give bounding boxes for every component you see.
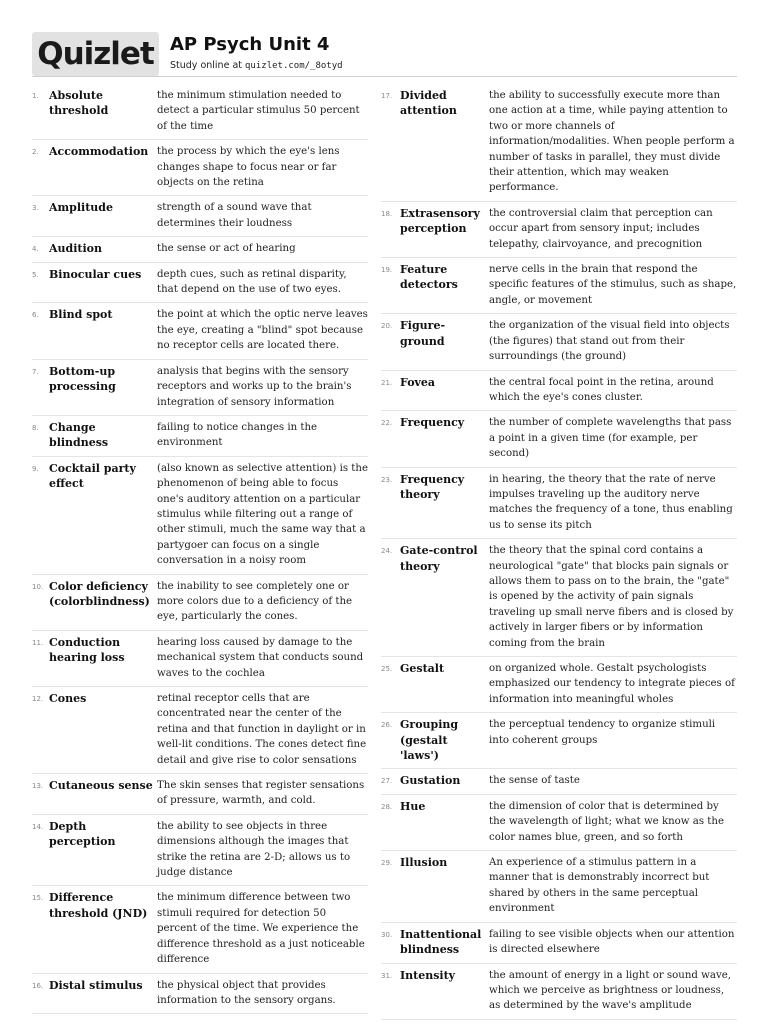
term-number: 25. <box>381 665 393 673</box>
term-word: Grouping (gestalt 'laws') <box>400 718 459 763</box>
term-word: Cutaneous sense <box>49 779 153 793</box>
term-row <box>32 263 368 304</box>
term-row <box>381 202 737 258</box>
term-definition: hearing loss caused by damage to the mechanical system that conducts sound waves to the cochlea <box>157 636 364 679</box>
term-number: 3. <box>32 204 39 213</box>
term-row <box>32 360 368 416</box>
term-definition: on organized whole. Gestalt psychologists emphasized our tendency to integrate pieces of information into meaningful wholes <box>489 663 735 705</box>
right-term-column <box>381 84 737 1020</box>
quizlet-logo[interactable]: Quizlet <box>32 32 159 76</box>
term-definition: the ability to see objects in three dimensions although the images that strike the retina are 2-D; allows us to judge distance <box>157 820 351 879</box>
term-definition: in hearing, the theory that the rate of nerve impulses traveling up the auditory nerve matches the frequency of a tone, thus enabling us to sense its pitch <box>489 473 733 531</box>
term-word: Intensity <box>400 968 456 982</box>
term-number: 24. <box>381 547 393 556</box>
term-number: 14. <box>32 822 44 831</box>
term-number: 11. <box>32 638 44 647</box>
term-word: Binocular cues <box>49 267 142 281</box>
term-word: Figure-ground <box>400 319 446 348</box>
term-row <box>32 815 368 887</box>
term-number: 4. <box>32 245 39 254</box>
term-number: 8. <box>32 423 39 432</box>
term-row <box>32 687 368 774</box>
term-row <box>381 923 737 964</box>
term-definition: the process by which the eye's lens changes shape to focus near or far objects on the retina <box>157 146 340 189</box>
term-number: 23. <box>381 475 393 484</box>
term-row <box>32 140 368 196</box>
term-definition: the inability to see completely one or more colors due to a deficiency of the eye, particularly the cones. <box>157 580 353 623</box>
term-definition: (also known as selective attention) is the phenomenon of being able to focus one's auditory attention on a particular stimulus while filtering out a range of other stimuli, much the same way that a partygoer can focus on a single conversation in a noisy room <box>157 462 368 567</box>
term-definition: the physical object that provides information to the sensory organs. <box>157 979 336 1006</box>
term-word: Fovea <box>400 375 436 389</box>
study-url-link[interactable]: quizlet.com/_8otyd <box>245 61 343 71</box>
term-definition: An experience of a stimulus pattern in a manner that is demonstrably incorrect but shared by others in the same perceptual environment <box>489 857 710 915</box>
term-definition: the sense of taste <box>489 775 580 787</box>
term-definition: failing to notice changes in the environment <box>157 421 318 449</box>
term-definition: the sense or act of hearing <box>157 243 296 255</box>
term-row <box>32 886 368 973</box>
term-number: 30. <box>381 930 393 939</box>
term-definition: failing to see visible objects when our attention is directed elsewhere <box>489 928 735 956</box>
term-word: Divided attention <box>400 89 457 118</box>
term-row <box>32 774 368 815</box>
term-number: 19. <box>381 266 393 275</box>
term-number: 16. <box>32 981 44 990</box>
term-number: 6. <box>32 311 39 320</box>
term-definition: the point at which the optic nerve leaves the eye, creating a "blind" spot because no receptor cells are located there. <box>157 309 368 352</box>
term-word: Hue <box>400 799 426 813</box>
term-definition: the organization of the visual field into objects (the figures) that stand out from their surroundings (the ground) <box>489 320 730 363</box>
term-row <box>32 457 368 575</box>
term-word: Extrasensory perception <box>400 206 480 236</box>
term-row <box>381 258 737 314</box>
term-word: Inattentional blindness <box>400 927 482 957</box>
term-number: 29. <box>381 859 393 868</box>
term-number: 1. <box>32 92 39 100</box>
term-number: 12. <box>32 695 44 703</box>
term-word: Frequency theory <box>400 472 465 501</box>
term-number: 21. <box>381 378 393 387</box>
term-definition: the controversial claim that perception can occur apart from sensory input; includes telepathy, clairvoyance, and precognition <box>489 207 713 250</box>
term-number: 20. <box>381 322 393 331</box>
term-word: Blind spot <box>49 308 113 322</box>
term-word: Difference threshold (JND) <box>49 891 148 920</box>
term-definition: depth cues, such as retinal disparity, that depend on the use of two eyes. <box>157 268 347 296</box>
term-word: Depth perception <box>49 819 116 849</box>
term-definition: the minimum stimulation needed to detect a particular stimulus 50 percent of the time <box>157 90 360 132</box>
term-number: 13. <box>32 782 44 791</box>
term-row <box>381 769 737 794</box>
term-definition: The skin senses that register sensations of pressure, warmth, and cold. <box>157 780 365 807</box>
term-number: 15. <box>32 894 44 903</box>
term-definition: the perceptual tendency to organize stimuli into coherent groups <box>489 719 716 746</box>
term-number: 26. <box>381 721 393 730</box>
term-number: 5. <box>32 270 39 279</box>
term-number: 9. <box>32 464 39 473</box>
term-word: Distal stimulus <box>49 978 143 992</box>
term-row <box>381 795 737 851</box>
term-word: Bottom-up processing <box>49 364 116 394</box>
page-title: AP Psych Unit 4 <box>170 34 330 55</box>
term-definition: the ability to successfully execute more than one action at a time, while paying attention to two or more channels of information/modalities. When people perform a number of tasks in parallel, they must divide their attention, which may weaken performance. <box>489 90 735 194</box>
term-number: 18. <box>381 209 393 218</box>
term-word: Feature detectors <box>400 263 458 292</box>
term-word: Frequency <box>400 416 465 430</box>
term-row <box>381 371 737 412</box>
term-word: Illusion <box>400 856 448 870</box>
term-word: Cocktail party effect <box>49 461 136 491</box>
term-row <box>381 657 737 713</box>
term-definition: retinal receptor cells that are concentrated near the center of the retina and that function in daylight or in well-lit conditions. The cones detect fine detail and give rise to color sensations <box>157 693 367 766</box>
header-divider <box>32 76 737 77</box>
left-term-column <box>32 84 368 1014</box>
term-row <box>32 416 368 457</box>
term-word: Cones <box>49 692 87 705</box>
term-definition: nerve cells in the brain that respond the specific features of the stimulus, such as shape, angle, or movement <box>489 264 737 306</box>
term-word: Change blindness <box>49 420 109 450</box>
term-word: Gate-control theory <box>400 544 478 573</box>
study-online-line <box>170 60 343 71</box>
term-number: 31. <box>381 971 393 980</box>
term-word: Accommodation <box>49 145 149 159</box>
term-row <box>381 964 737 1020</box>
term-row <box>32 974 368 1015</box>
term-number: 17. <box>381 92 393 100</box>
term-definition: the amount of energy in a light or sound wave, which we perceive as brightness or loudness, as determined by the wave's amplitude <box>489 969 731 1012</box>
term-number: 28. <box>381 802 393 811</box>
term-definition: the dimension of color that is determined by the wavelength of light; what we know as the color names blue, green, and so forth <box>489 800 724 843</box>
term-number: 2. <box>32 148 39 157</box>
term-number: 10. <box>32 582 44 591</box>
term-definition: strength of a sound wave that determines their loudness <box>157 202 312 229</box>
term-row <box>32 575 368 631</box>
term-row <box>32 237 368 262</box>
term-definition: the minimum difference between two stimuli required for detection 50 percent of the time. We experience the difference threshold as a just noticeable difference <box>157 892 365 966</box>
term-number: 22. <box>381 419 393 428</box>
term-row <box>381 468 737 540</box>
term-definition: the theory that the spinal cord contains a neurological "gate" that blocks pain signals or allows them to pass on to the brain, the "gate" is opened by the activity of pain signals traveling up small nerve fibers and is closed by actively in larger fibers or by information coming from the brain <box>489 545 734 649</box>
term-row <box>381 851 737 923</box>
term-word: Amplitude <box>49 201 113 215</box>
term-definition: the number of complete wavelengths that pass a point in a given time (for example, per second) <box>489 417 732 460</box>
term-row <box>381 539 737 657</box>
term-word: Color deficiency (colorblindness) <box>49 579 150 608</box>
term-word: Audition <box>49 242 102 256</box>
term-row <box>381 713 737 769</box>
term-word: Gustation <box>400 774 461 788</box>
term-number: 27. <box>381 777 393 786</box>
term-definition: analysis that begins with the sensory receptors and works up to the brain's integration of sensory information <box>157 365 352 408</box>
term-row <box>32 631 368 687</box>
term-row <box>381 411 737 467</box>
term-row <box>381 314 737 370</box>
term-word: Conduction hearing loss <box>49 635 125 665</box>
term-row <box>381 84 737 202</box>
term-word: Absolute threshold <box>49 89 109 118</box>
term-definition: the central focal point in the retina, around which the eye's cones cluster. <box>489 376 714 403</box>
term-row <box>32 196 368 237</box>
term-row <box>32 84 368 140</box>
term-row <box>32 303 368 359</box>
term-word: Gestalt <box>400 662 445 675</box>
header <box>32 32 737 78</box>
term-number: 7. <box>32 367 39 376</box>
study-prefix: Study online at <box>170 60 246 71</box>
